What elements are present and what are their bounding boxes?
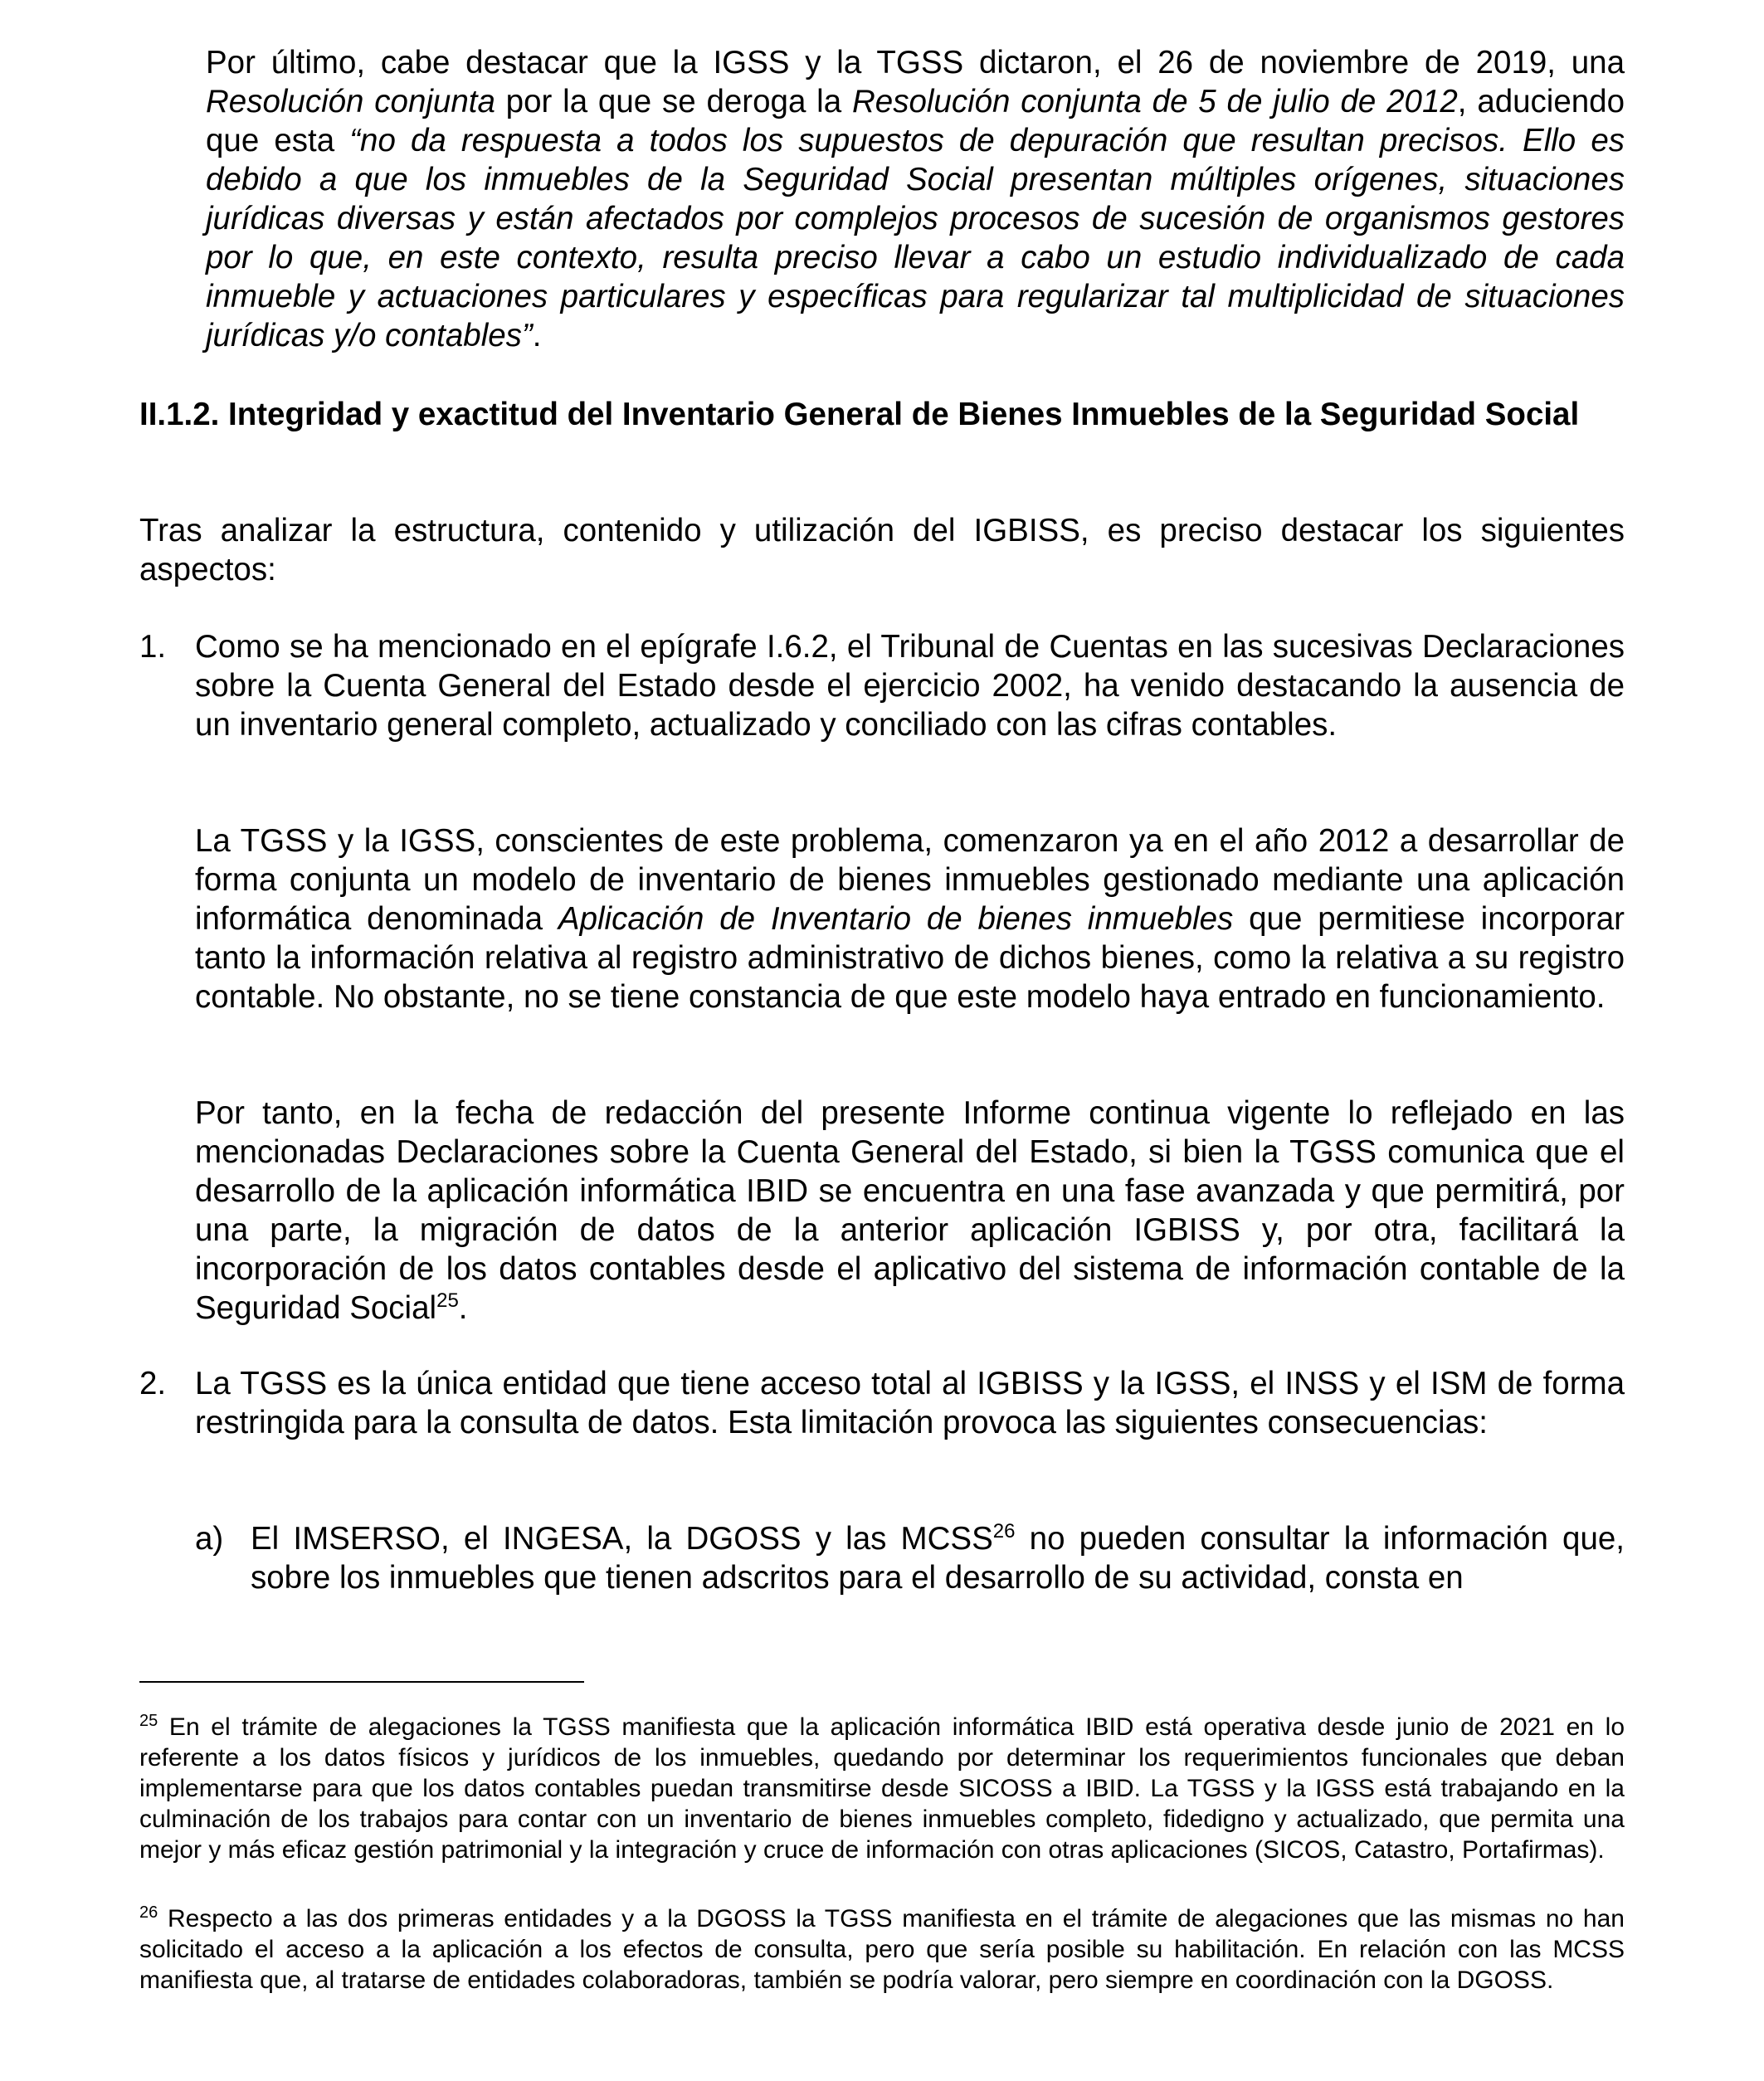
italic-text: Resolución conjunta de 5 de julio de 2012 [851, 84, 1458, 119]
text-span: . [532, 318, 542, 353]
footnote-number: 26 [139, 1903, 158, 1922]
text-span: . [458, 1290, 468, 1326]
text-span: por la que se deroga la [495, 84, 852, 119]
footnote-ref-26[interactable]: 26 [992, 1520, 1016, 1542]
list-marker-2: 2. [139, 1366, 167, 1401]
section-number: II.1.2. [139, 397, 220, 432]
text-span: que permitiese incorporar tanto la información relativa al registro administrativo de dichos bienes, como la relativa a su registro contable. No obstante, no se tiene constancia de que este modelo haya entrado en funcionamiento. [195, 901, 1625, 1015]
list-marker-1: 1. [139, 629, 167, 665]
footnote-text: En el trámite de alegaciones la TGSS manifiesta que la aplicación informática IBID está operativa desde junio de 2021 en lo referente a los datos físicos y jurídicos de los inmuebles, quedando por determinar los requerimientos funcionales que deban implementarse para que los datos contables puedan transmitirse desde SICOSS a IBID. La TGSS y la IGSS está trabajando en la culminación de los trabajos para contar con un inventario de bienes inmuebles completo, fidedigno y actualizado, que permita una mejor y más eficaz gestión patrimonial y la integración y cruce de información con otras aplicaciones (SICOS, Catastro, Portafirmas). [139, 1713, 1625, 1864]
paragraph-resolucion-conjunta [206, 43, 1625, 355]
italic-text: Resolución conjunta [206, 84, 495, 119]
italic-text: Aplicación de Inventario de bienes inmuebles [558, 901, 1234, 937]
list-item-2-paragraph: La TGSS es la única entidad que tiene acceso total al IGBISS y la IGSS, el INSS y el ISM de forma restringida para la consulta de datos. Esta limitación provoca las siguientes consecuencias: [195, 1366, 1625, 1440]
footnote-25 [139, 1712, 1625, 1865]
footnote-number: 25 [139, 1712, 158, 1730]
list-item-1-paragraph-1: Como se ha mencionado en el epígrafe I.6.2, el Tribunal de Cuentas en las sucesivas Declaraciones sobre la Cuenta General del Estado desde el ejercicio 2002, ha venido destacando la ausencia de un inventario general completo, actualizado y conciliado con las cifras contables. [195, 629, 1625, 743]
text-span: Por tanto, en la fecha de redacción del presente Informe continua vigente lo reflejado en las mencionadas Declaraciones sobre la Cuenta General del Estado, si bien la TGSS comunica que el desarrollo de la aplicación informática IBID se encuentra en una fase avanzada y que permitirá, por una parte, la migración de datos de la anterior aplicación IGBISS y, por otra, facilitará la incorporación de los datos contables desde el aplicativo del sistema de información contable de la Seguridad Social [195, 1095, 1625, 1326]
text-span: Por último, cabe destacar que la IGSS y la TGSS dictaron, el 26 de noviembre de 2019, una [206, 45, 1625, 80]
footnote-ref-25[interactable]: 25 [436, 1289, 459, 1312]
intro-paragraph: Tras analizar la estructura, contenido y utilización del IGBISS, es preciso destacar los siguientes aspectos: [139, 513, 1625, 587]
italic-quote: “no da respuesta a todos los supuestos de depuración que resultan precisos. Ello es debido a que los inmuebles de la Seguridad Social presentan múltiples orígenes, situaciones jurídicas diversas y están afectados por complejos procesos de sucesión de organismos gestores por lo que, en este contexto, resulta preciso llevar a cabo un estudio individualizado de cada inmueble y actuaciones particulares y específicas para regularizar tal multiplicidad de situaciones jurídicas y/o contables” [206, 123, 1625, 353]
footnote-26 [139, 1903, 1625, 1996]
sublist-marker-a: a) [195, 1521, 224, 1557]
text-span: El IMSERSO, el INGESA, la DGOSS y las MCSS [251, 1521, 993, 1557]
text-span: no pueden consultar la información que, sobre los inmuebles que tienen adscritos para el desarrollo de su actividad, consta en [251, 1521, 1625, 1596]
section-heading: Integridad y exactitud del Inventario General de Bienes Inmuebles de la Seguridad Social [228, 397, 1580, 432]
footnote-text: Respecto a las dos primeras entidades y a la DGOSS la TGSS manifiesta en el trámite de alegaciones que las mismas no han solicitado el acceso a la aplicación a los efectos de consulta, pero que sería posible su habilitación. En relación con las MCSS manifiesta que, al tratarse de entidades colaboradoras, también se podría valorar, pero siempre en coordinación con la DGOSS. [139, 1905, 1625, 1994]
text-span: , aduciendo que esta [206, 84, 1625, 158]
sublist-item-a [251, 1519, 1625, 1597]
text-span: La TGSS y la IGSS, conscientes de este problema, comenzaron ya en el año 2012 a desarrollar de forma conjunta un modelo de inventario de bienes inmuebles gestionado mediante una aplicación informática denominada [195, 823, 1625, 937]
list-item-1-paragraph-3 [195, 1094, 1625, 1328]
list-item-1-paragraph-2 [195, 821, 1625, 1016]
footnote-separator [139, 1681, 584, 1683]
